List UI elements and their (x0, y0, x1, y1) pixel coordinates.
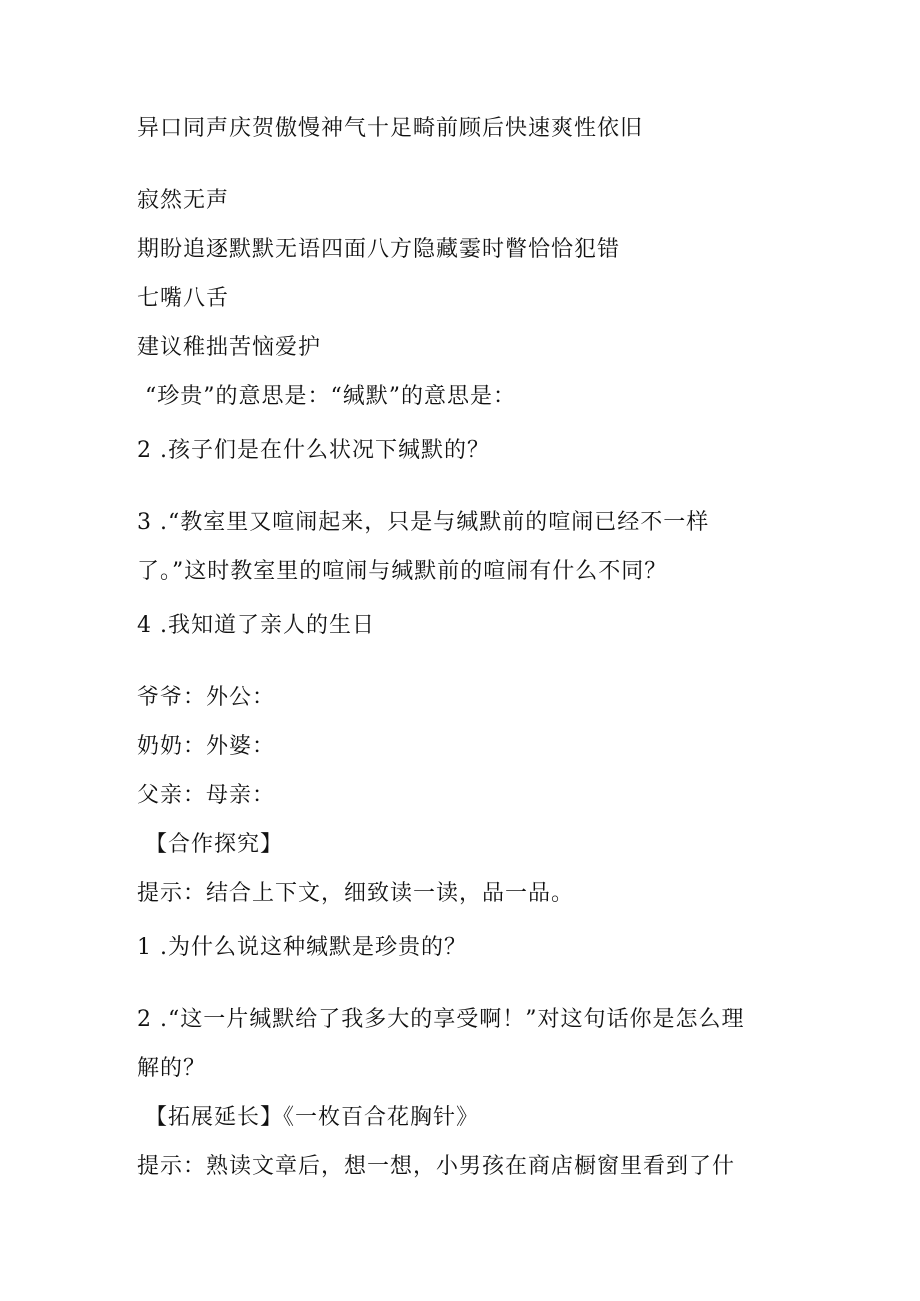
cooperate-question-2-line-1: 2 .“这一片缄默给了我多大的享受啊！”对这句话你是怎么理 (137, 1007, 745, 1032)
vocab-line-5: 建议稚拙苦恼爱护 (137, 335, 322, 360)
section-heading-cooperate: 【合作探究】 (145, 832, 284, 857)
hint-2: 提示：熟读文章后，想一想，小男孩在商店橱窗里看到了什 (137, 1154, 736, 1179)
vocab-line-2: 寂然无声 (137, 188, 230, 213)
question-2: 2 .孩子们是在什么状况下缄默的？ (137, 438, 490, 463)
relatives-row-3: 父亲：母亲： (137, 783, 276, 808)
cooperate-question-2-line-2: 解的？ (137, 1056, 207, 1081)
vocab-line-4: 七嘴八舌 (137, 286, 230, 311)
question-3-line-1: 3 .“教室里又喧闹起来，只是与缄默前的喧闹已经不一样 (137, 510, 710, 535)
section-heading-extend: 【拓展延长】《一枚百合花胸针》 (145, 1105, 480, 1130)
vocab-line-3: 期盼追逐默默无语四面八方隐藏霎时瞥恰恰犯错 (137, 237, 621, 262)
relatives-row-1: 爷爷：外公： (137, 685, 276, 710)
meaning-question: “珍贵”的意思是：“缄默”的意思是： (145, 384, 516, 409)
question-3-line-2: 了。”这时教室里的喧闹与缄默前的喧闹有什么不同？ (137, 559, 668, 584)
hint-1: 提示：结合上下文，细致读一读，品一品。 (137, 881, 575, 906)
relatives-row-2: 奶奶：外婆： (137, 734, 276, 759)
cooperate-question-1: 1 .为什么说这种缄默是珍贵的？ (137, 935, 467, 960)
vocab-line-1: 异口同声庆贺傲慢神气十足畸前顾后快速爽性依旧 (137, 116, 644, 141)
question-4: 4 .我知道了亲人的生日 (137, 613, 375, 638)
